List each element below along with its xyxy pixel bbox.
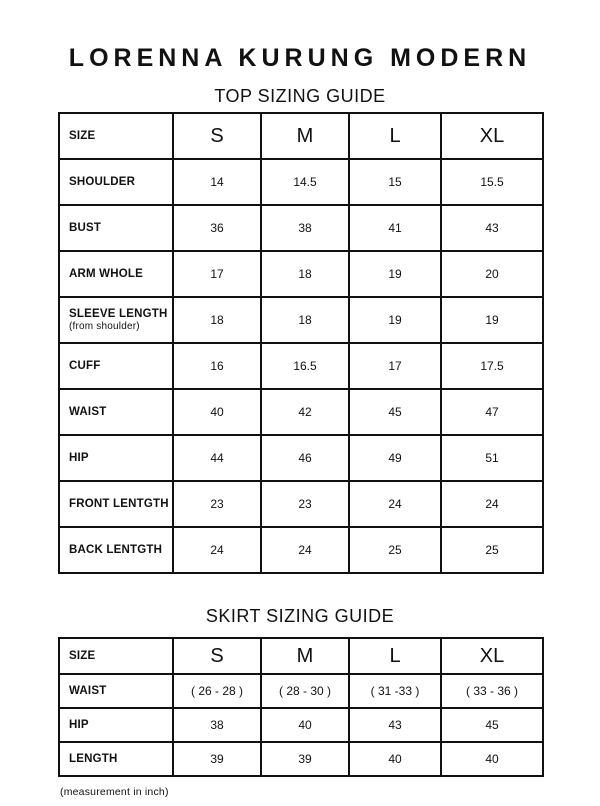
table-row	[59, 481, 543, 527]
table-cell: 47	[441, 389, 543, 435]
table-cell: 40	[349, 742, 441, 776]
row-label: WAIST	[59, 674, 173, 708]
size-xl-header: XL	[441, 638, 543, 674]
table-header-row	[59, 638, 543, 674]
table-cell: 23	[261, 481, 349, 527]
table-cell: 49	[349, 435, 441, 481]
table-cell: 18	[261, 297, 349, 343]
measurement-note: (measurement in inch)	[60, 786, 169, 798]
table-row	[59, 708, 543, 742]
table-cell: 24	[441, 481, 543, 527]
size-m-header: M	[261, 638, 349, 674]
size-l-header: L	[349, 638, 441, 674]
size-l-header: L	[349, 113, 441, 159]
table-cell: 40	[261, 708, 349, 742]
skirt-sizing-table	[58, 637, 544, 777]
table-cell: 38	[173, 708, 261, 742]
size-header-label: SIZE	[59, 638, 173, 674]
table-cell: 45	[349, 389, 441, 435]
table-row	[59, 674, 543, 708]
table-cell: 38	[261, 205, 349, 251]
size-m-header: M	[261, 113, 349, 159]
table-cell: 14.5	[261, 159, 349, 205]
table-cell: 45	[441, 708, 543, 742]
table-row	[59, 297, 543, 343]
table-cell: 42	[261, 389, 349, 435]
table-cell: 51	[441, 435, 543, 481]
table-cell: 20	[441, 251, 543, 297]
row-label: WAIST	[59, 389, 173, 435]
top-sizing-table	[58, 112, 544, 574]
row-label-text: SLEEVE LENGTH	[69, 308, 168, 320]
size-s-header: S	[173, 638, 261, 674]
table-cell: 43	[349, 708, 441, 742]
table-cell: ( 33 - 36 )	[441, 674, 543, 708]
table-cell: 24	[173, 527, 261, 573]
size-header-label: SIZE	[59, 113, 173, 159]
table-row	[59, 389, 543, 435]
row-label: SHOULDER	[59, 159, 173, 205]
table-row	[59, 343, 543, 389]
table-cell: 19	[441, 297, 543, 343]
row-label: LENGTH	[59, 742, 173, 776]
table-cell: 24	[261, 527, 349, 573]
table-cell: 40	[173, 389, 261, 435]
table-cell: 25	[441, 527, 543, 573]
table-cell: 23	[173, 481, 261, 527]
row-label: BACK LENTGTH	[59, 527, 173, 573]
top-guide-title: TOP SIZING GUIDE	[214, 86, 386, 106]
row-label: ARM WHOLE	[59, 251, 173, 297]
row-label: HIP	[59, 435, 173, 481]
table-cell: 16	[173, 343, 261, 389]
size-s-header: S	[173, 113, 261, 159]
table-cell: 18	[173, 297, 261, 343]
table-row	[59, 159, 543, 205]
table-cell: 18	[261, 251, 349, 297]
table-cell: 15	[349, 159, 441, 205]
table-cell: 16.5	[261, 343, 349, 389]
row-label-note: (from shoulder)	[69, 321, 140, 332]
table-cell: 46	[261, 435, 349, 481]
table-cell: 43	[441, 205, 543, 251]
table-row	[59, 205, 543, 251]
table-header-row	[59, 113, 543, 159]
table-cell: 17.5	[441, 343, 543, 389]
table-cell: 44	[173, 435, 261, 481]
table-cell: ( 26 - 28 )	[173, 674, 261, 708]
row-label	[59, 297, 173, 343]
skirt-guide-title: SKIRT SIZING GUIDE	[205, 606, 395, 626]
table-cell: 25	[349, 527, 441, 573]
table-cell: 17	[173, 251, 261, 297]
table-cell: 17	[349, 343, 441, 389]
table-cell: 36	[173, 205, 261, 251]
table-cell: 41	[349, 205, 441, 251]
table-cell: 15.5	[441, 159, 543, 205]
table-row	[59, 742, 543, 776]
table-cell: 39	[173, 742, 261, 776]
row-label: HIP	[59, 708, 173, 742]
row-label: FRONT LENTGTH	[59, 481, 173, 527]
size-xl-header: XL	[441, 113, 543, 159]
row-label: BUST	[59, 205, 173, 251]
table-cell: ( 31 -33 )	[349, 674, 441, 708]
brand-title: LORENNA KURUNG MODERN	[68, 44, 532, 72]
table-cell: 19	[349, 297, 441, 343]
table-cell: 39	[261, 742, 349, 776]
table-cell: ( 28 - 30 )	[261, 674, 349, 708]
table-row	[59, 435, 543, 481]
table-cell: 14	[173, 159, 261, 205]
row-label: CUFF	[59, 343, 173, 389]
table-row	[59, 527, 543, 573]
table-row	[59, 251, 543, 297]
table-cell: 40	[441, 742, 543, 776]
table-cell: 24	[349, 481, 441, 527]
table-cell: 19	[349, 251, 441, 297]
